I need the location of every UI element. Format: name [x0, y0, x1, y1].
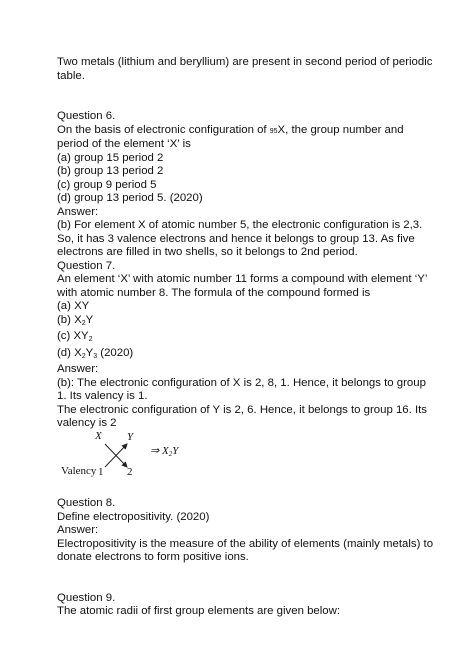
superscript: 95 — [269, 127, 278, 135]
question-7-text: with atomic number 8. The formula of the compound formed is — [57, 286, 371, 299]
option: (c) group 9 period 5 — [57, 178, 157, 191]
option-part: Y — [85, 313, 94, 326]
answer-label: Answer: — [57, 363, 99, 375]
question-6-text: period of the element ‘X’ is — [57, 138, 191, 150]
subscript: 2 — [88, 336, 93, 343]
question-text-part: X, the group number and — [277, 123, 404, 136]
question-9-heading: Question 9. — [57, 591, 116, 604]
question-7-heading: Question 7. — [57, 259, 116, 272]
diagram-label-x: X — [95, 429, 102, 442]
option — [57, 314, 427, 331]
option-part: (2020) — [97, 346, 134, 359]
diagram-result — [150, 445, 178, 462]
question-8-text: Define electropositivity. (2020) — [57, 510, 210, 523]
option: (b) group 13 period 2 — [57, 165, 164, 177]
answer-line: donate electrons to form positive ions. — [57, 551, 249, 563]
option: (a) group 15 period 2 — [57, 151, 164, 164]
answer-line: (b): The electronic configuration of X is 2, 8, 1. Hence, it belongs to group — [57, 376, 426, 389]
answer-line: So, it has 3 valence electrons and hence it belongs to group 13. As five — [57, 232, 415, 245]
answer-label: Answer: — [57, 205, 99, 218]
answer-label: Answer: — [57, 524, 99, 536]
option — [57, 347, 427, 364]
subscript: 2 — [168, 449, 173, 458]
implies-arrow: ⇒ — [150, 444, 160, 457]
option: (a) XY — [57, 300, 90, 312]
question-6-heading: Question 6. — [57, 110, 116, 122]
answer-line: Electropositivity is the measure of the ability of elements (mainly metals) to — [57, 537, 434, 550]
diagram-valency-1: 1 — [98, 465, 104, 478]
option-part: (d) X — [57, 346, 82, 359]
result-part: Y — [172, 444, 179, 457]
answer-line: valency is 2 — [57, 417, 117, 429]
option-part: (c) XY — [57, 330, 89, 342]
question-7-text: An element ‘X’ with atomic number 11 forms a compound with element ‘Y’ — [57, 273, 428, 285]
result-part: X — [161, 444, 169, 457]
question-8-heading: Question 8. — [57, 497, 116, 509]
answer-line: electrons are filled in two shells, so it belongs to 2nd period. — [57, 246, 358, 258]
question-text-part: On the basis of electronic configuration of — [57, 123, 270, 136]
answer-line: 1. Its valency is 1. — [57, 390, 148, 402]
diagram-label-y: Y — [127, 430, 134, 443]
subscript: 2 — [81, 352, 86, 360]
intro-line: table. — [57, 69, 85, 82]
subscript: 2 — [81, 319, 86, 327]
diagram-valency-2: 2 — [127, 465, 133, 478]
intro-line: Two metals (lithium and beryllium) are present in second period of periodic — [57, 56, 433, 68]
option: (d) group 13 period 5. (2020) — [57, 192, 203, 204]
answer-line: The electronic configuration of Y is 2, 6. Hence, it belongs to group 16. Its — [57, 403, 427, 416]
option — [57, 330, 427, 347]
document-body — [57, 56, 434, 619]
answer-line: (b) For element X of atomic number 5, the electronic configuration is 2,3. — [57, 219, 423, 231]
subscript: 3 — [93, 352, 98, 360]
question-6-text — [57, 124, 427, 139]
valency-cross-diagram — [57, 429, 427, 484]
question-9-text: The atomic radii of first group elements are given below: — [57, 605, 341, 617]
diagram-valency-label: Valency — [61, 464, 97, 477]
option-part: Y — [85, 346, 94, 359]
option-part: (b) X — [57, 313, 82, 326]
